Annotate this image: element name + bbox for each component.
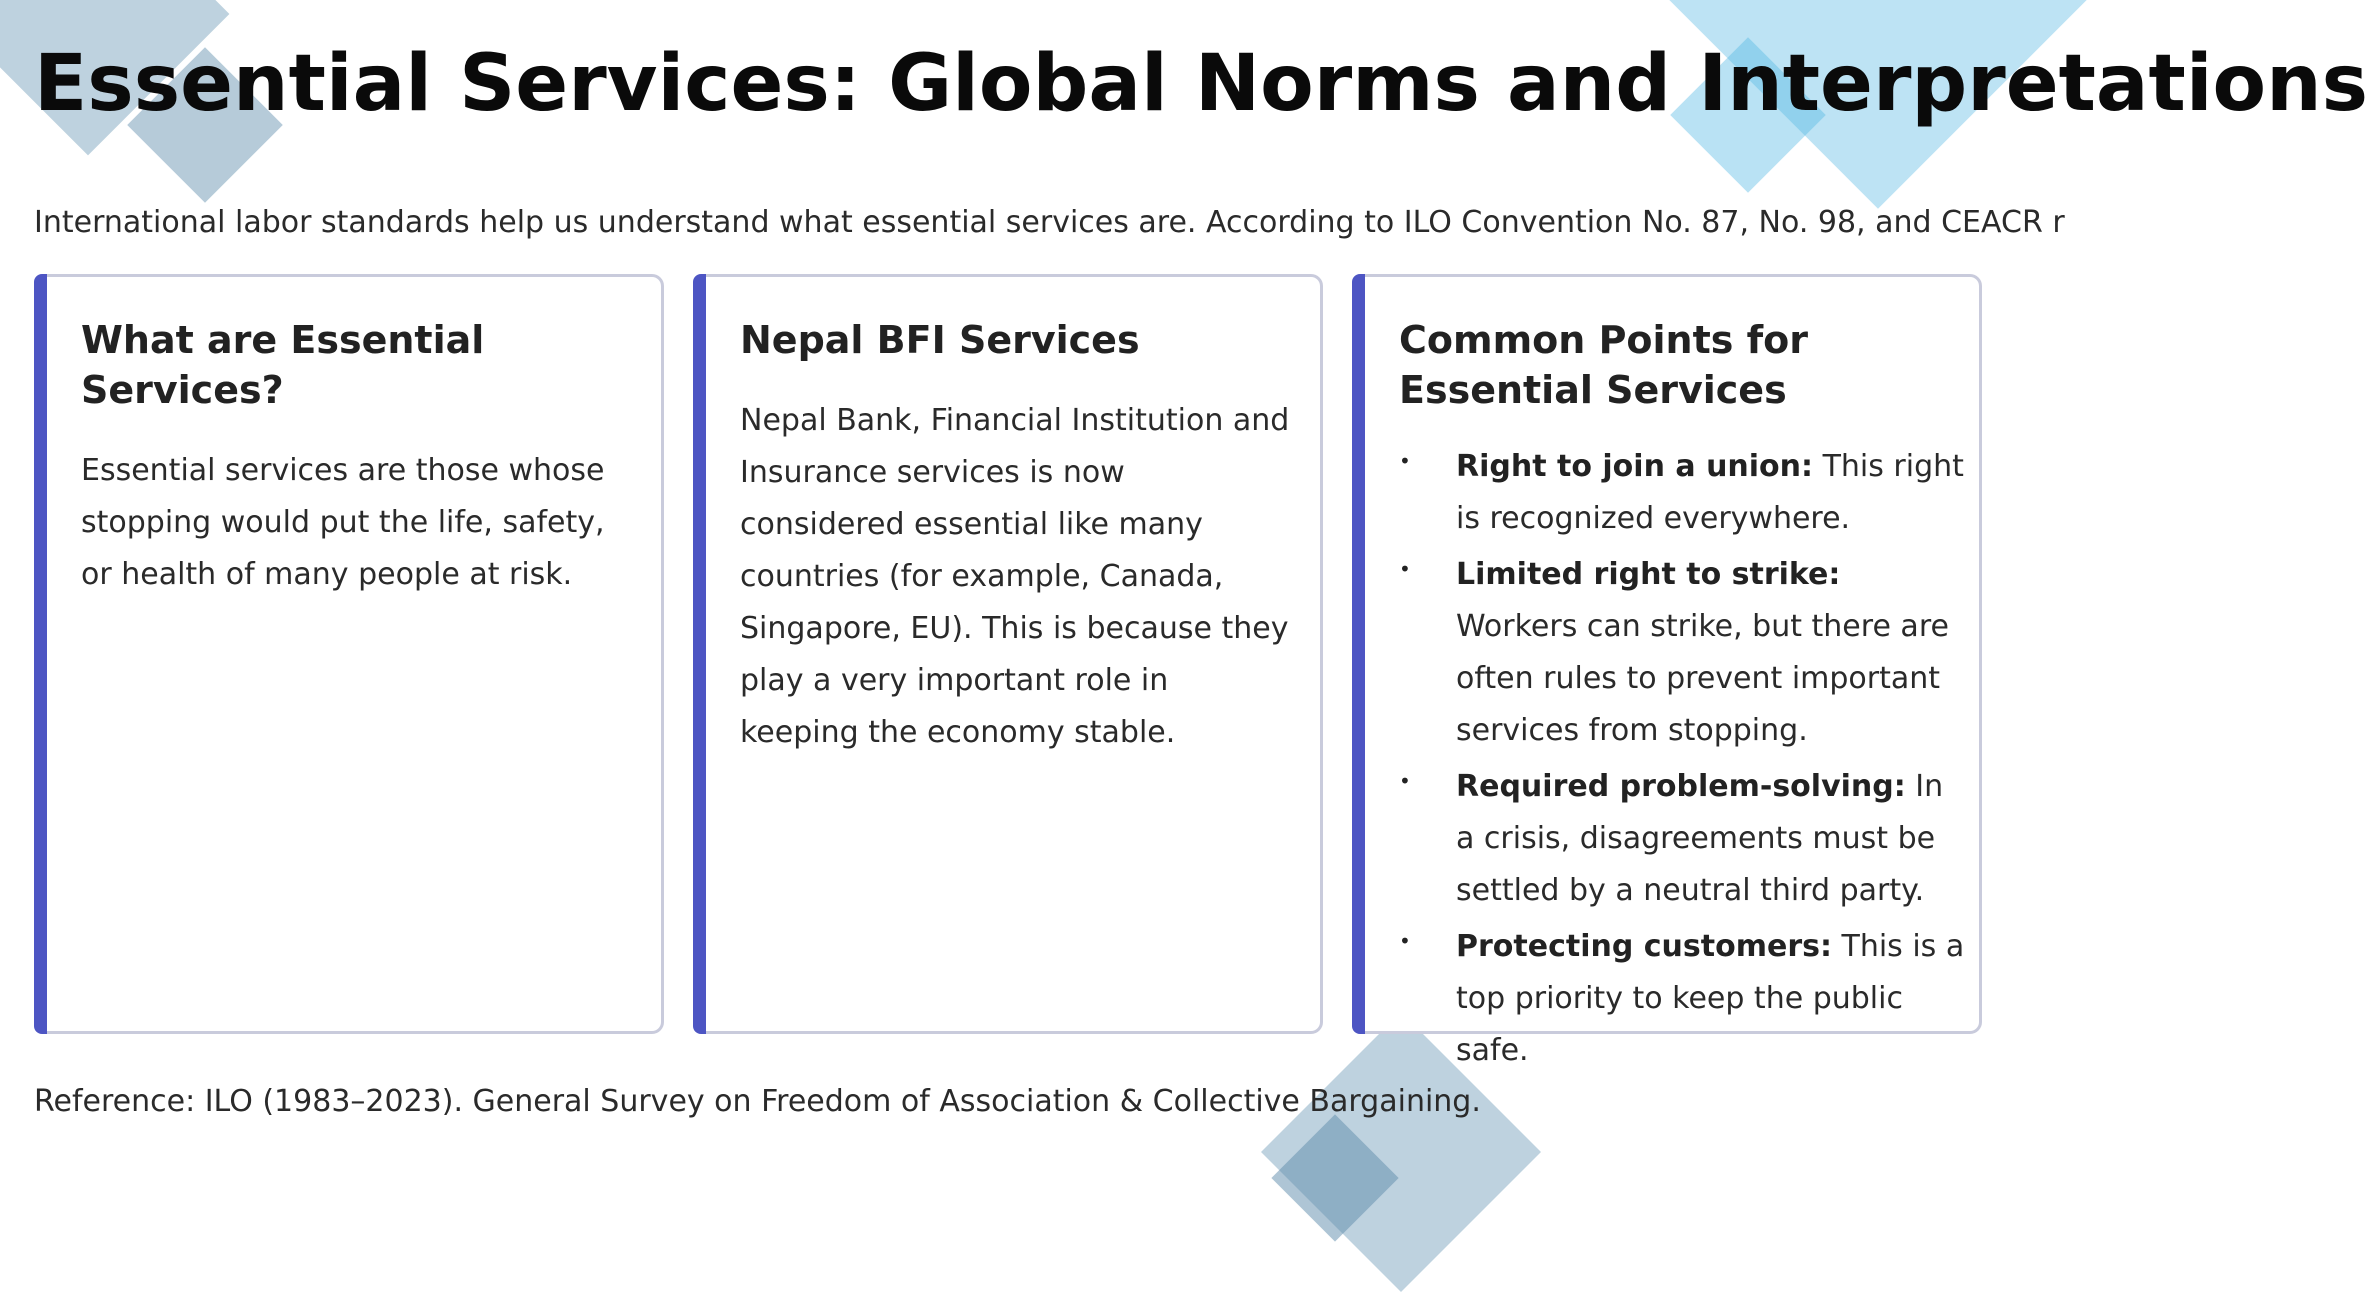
bullet-icon: • [1399,769,1411,793]
card-accent-bar [693,274,706,1034]
bullet-icon: • [1399,557,1411,581]
card-title: Nepal BFI Services [740,318,1140,362]
card-body-text: Essential services are those whose stopping would put the life, safety, or health of many people at risk. [81,453,605,592]
point-text: This right is recognized everywhere. [1456,449,1964,536]
list-item [1399,921,1965,1077]
card-common-points [1352,274,1982,1068]
card-nepal-bfi-services [693,274,1323,1034]
card-body-text: Nepal Bank, Financial Institution and Insurance services is now considered essential like many countries (for example, Canada, Singapore, EU). This is because they play a very important role in keeping the economy stable. [740,403,1290,750]
point-label: Right to join a union: [1456,449,1814,484]
point-label: Protecting customers: [1456,929,1832,964]
point-text: In a crisis, disagreements must be settled by a neutral third party. [1456,769,1944,908]
list-item [1399,761,1965,917]
reference-text: Reference: ILO (1983–2023). General Survey on Freedom of Association & Collective Bargaining. [34,1084,1481,1119]
list-item [1399,549,1965,757]
point-label: Limited right to strike: [1456,557,1841,592]
card-accent-bar [34,274,47,1034]
card-accent-bar [1352,274,1365,1034]
bullet-icon: • [1399,929,1411,953]
card-title: What are Essential Services? [81,318,485,412]
list-item [1399,441,1965,545]
common-points-list [1399,441,1965,1077]
page-title: Essential Services: Global Norms and Interpretations [34,39,2368,129]
point-text: This is a top priority to keep the public safe. [1456,929,1965,1068]
card-what-are-essential-services [34,274,664,1034]
intro-text: International labor standards help us understand what essential services are. According to ILO Convention No. 87, No. 98, and CEACR r [34,205,2065,240]
point-label: Required problem-solving: [1456,769,1906,804]
point-text: Workers can strike, but there are often rules to prevent important services from stopping. [1456,609,1949,748]
card-title: Common Points for Essential Services [1399,318,1809,412]
bullet-icon: • [1399,449,1411,473]
